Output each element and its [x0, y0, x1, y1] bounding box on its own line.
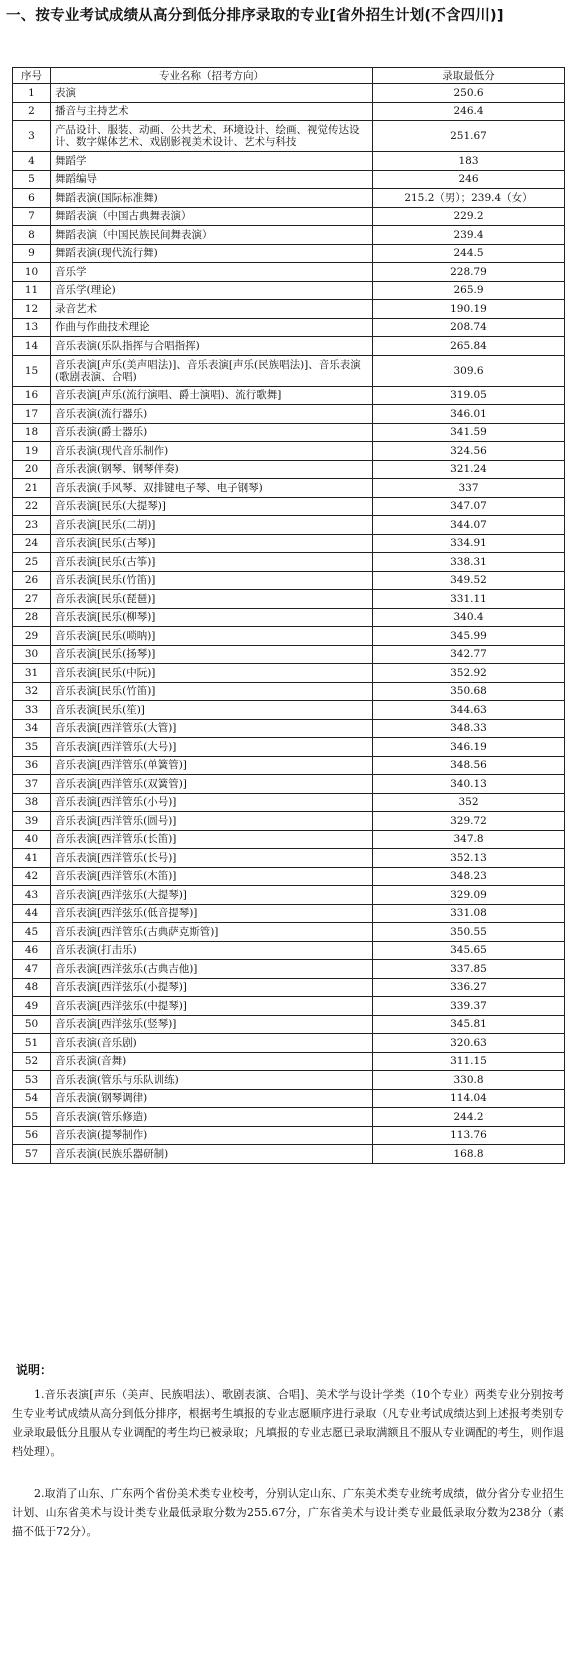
row-min-score: 345.65	[373, 941, 565, 960]
row-major: 音乐表演[民乐(古筝)]	[51, 553, 373, 572]
table-row	[13, 84, 565, 103]
row-min-score: 309.6	[373, 355, 565, 386]
row-min-score: 246.4	[373, 102, 565, 121]
row-min-score: 339.37	[373, 997, 565, 1016]
row-index: 17	[13, 405, 51, 424]
row-index: 16	[13, 386, 51, 405]
row-major: 音乐表演(管乐与乐队训练)	[51, 1071, 373, 1090]
table-row	[13, 793, 565, 812]
row-index: 12	[13, 300, 51, 319]
row-index: 32	[13, 682, 51, 701]
row-index: 9	[13, 244, 51, 263]
row-index: 38	[13, 793, 51, 812]
row-index: 13	[13, 318, 51, 337]
row-index: 49	[13, 997, 51, 1016]
table-row	[13, 318, 565, 337]
row-min-score: 215.2（男）；239.4（女）	[373, 189, 565, 208]
row-major: 音乐表演[西洋弦乐(竖琴)]	[51, 1015, 373, 1034]
row-min-score: 250.6	[373, 84, 565, 103]
row-major: 音乐表演[西洋管乐(大管)]	[51, 719, 373, 738]
row-min-score: 331.08	[373, 904, 565, 923]
row-major: 录音艺术	[51, 300, 373, 319]
row-major: 舞蹈学	[51, 152, 373, 171]
row-index: 25	[13, 553, 51, 572]
table-row	[13, 812, 565, 831]
row-index: 48	[13, 978, 51, 997]
notes-title: 说明：	[16, 1363, 53, 1377]
row-major: 音乐表演[民乐(二胡)]	[51, 516, 373, 535]
table-row	[13, 1089, 565, 1108]
table-row	[13, 300, 565, 319]
row-min-score: 337.85	[373, 960, 565, 979]
row-min-score: 340.13	[373, 775, 565, 794]
row-index: 40	[13, 830, 51, 849]
table-row	[13, 941, 565, 960]
row-min-score: 208.74	[373, 318, 565, 337]
row-index: 20	[13, 460, 51, 479]
row-index: 10	[13, 263, 51, 282]
row-index: 4	[13, 152, 51, 171]
row-min-score: 340.4	[373, 608, 565, 627]
admission-score-table	[12, 67, 565, 1164]
row-major: 音乐表演(音舞)	[51, 1052, 373, 1071]
row-major: 音乐表演[西洋管乐(圆号)]	[51, 812, 373, 831]
row-index: 19	[13, 442, 51, 461]
row-major: 作曲与作曲技术理论	[51, 318, 373, 337]
row-index: 3	[13, 121, 51, 152]
table-row	[13, 516, 565, 535]
row-min-score: 346.19	[373, 738, 565, 757]
table-row	[13, 867, 565, 886]
row-index: 8	[13, 226, 51, 245]
row-major: 音乐表演(钢琴调律)	[51, 1089, 373, 1108]
row-min-score: 345.99	[373, 627, 565, 646]
row-major: 音乐表演[民乐(竹笛)]	[51, 682, 373, 701]
table-row	[13, 355, 565, 386]
row-major: 音乐表演(民族乐器研制)	[51, 1145, 373, 1164]
table-row	[13, 189, 565, 208]
table-row	[13, 553, 565, 572]
row-min-score: 183	[373, 152, 565, 171]
table-row	[13, 1052, 565, 1071]
table-row	[13, 534, 565, 553]
row-min-score: 311.15	[373, 1052, 565, 1071]
row-index: 5	[13, 170, 51, 189]
row-index: 36	[13, 756, 51, 775]
table-row	[13, 1034, 565, 1053]
row-index: 28	[13, 608, 51, 627]
row-major: 音乐学(理论)	[51, 281, 373, 300]
row-index: 33	[13, 701, 51, 720]
row-min-score: 113.76	[373, 1126, 565, 1145]
table-row	[13, 608, 565, 627]
row-major: 音乐表演[西洋管乐(木笛)]	[51, 867, 373, 886]
row-major: 音乐表演(提琴制作)	[51, 1126, 373, 1145]
row-index: 11	[13, 281, 51, 300]
note-2-text: 2.取消了山东、广东两个省份美术类专业校考，分别认定山东、广东美术类专业统考成绩，做分省分专业招生计划、山东省美术与设计类专业最低录取分数为255.67分，广东省美术与设计类专业最低录取分数为238分（素描不低于72分）。	[12, 1487, 564, 1538]
row-major: 音乐表演[民乐(中阮)]	[51, 664, 373, 683]
row-index: 43	[13, 886, 51, 905]
row-index: 1	[13, 84, 51, 103]
row-index: 39	[13, 812, 51, 831]
row-major: 音乐表演[民乐(唢呐)]	[51, 627, 373, 646]
row-min-score: 346.01	[373, 405, 565, 424]
row-index: 31	[13, 664, 51, 683]
row-index: 52	[13, 1052, 51, 1071]
table-row	[13, 1015, 565, 1034]
table-row	[13, 775, 565, 794]
row-index: 24	[13, 534, 51, 553]
table-row	[13, 756, 565, 775]
table-row	[13, 923, 565, 942]
table-row	[13, 590, 565, 609]
table-row	[13, 664, 565, 683]
row-index: 34	[13, 719, 51, 738]
row-major: 舞蹈表演（中国民族民间舞表演）	[51, 226, 373, 245]
row-min-score: 347.07	[373, 497, 565, 516]
table-row	[13, 682, 565, 701]
table-row	[13, 207, 565, 226]
table-row	[13, 1145, 565, 1164]
table-row	[13, 460, 565, 479]
row-index: 37	[13, 775, 51, 794]
table-row	[13, 1071, 565, 1090]
row-min-score: 352	[373, 793, 565, 812]
table-row	[13, 571, 565, 590]
table-row	[13, 386, 565, 405]
row-index: 57	[13, 1145, 51, 1164]
row-index: 47	[13, 960, 51, 979]
row-min-score: 334.91	[373, 534, 565, 553]
row-major: 音乐表演(音乐剧)	[51, 1034, 373, 1053]
row-min-score: 265.84	[373, 337, 565, 356]
row-major: 音乐表演[民乐(琵琶)]	[51, 590, 373, 609]
row-index: 21	[13, 479, 51, 498]
row-major: 音乐表演(打击乐)	[51, 941, 373, 960]
row-min-score: 319.05	[373, 386, 565, 405]
table-row	[13, 1108, 565, 1127]
row-index: 29	[13, 627, 51, 646]
row-index: 50	[13, 1015, 51, 1034]
row-min-score: 228.79	[373, 263, 565, 282]
row-major: 音乐表演(管乐修造)	[51, 1108, 373, 1127]
row-index: 56	[13, 1126, 51, 1145]
row-index: 53	[13, 1071, 51, 1090]
row-major: 音乐表演[民乐(扬琴)]	[51, 645, 373, 664]
row-index: 18	[13, 423, 51, 442]
row-min-score: 265.9	[373, 281, 565, 300]
row-min-score: 329.09	[373, 886, 565, 905]
row-major: 音乐表演[民乐(柳琴)]	[51, 608, 373, 627]
row-index: 46	[13, 941, 51, 960]
row-min-score: 350.55	[373, 923, 565, 942]
row-major: 音乐表演[西洋弦乐(低音提琴)]	[51, 904, 373, 923]
row-min-score: 352.92	[373, 664, 565, 683]
note-2	[12, 1484, 564, 1541]
table-row	[13, 226, 565, 245]
row-min-score: 244.5	[373, 244, 565, 263]
header-major: 专业名称（招考方向）	[51, 68, 373, 84]
table-row	[13, 701, 565, 720]
row-min-score: 244.2	[373, 1108, 565, 1127]
row-major: 音乐表演[民乐(笙)]	[51, 701, 373, 720]
row-min-score: 344.63	[373, 701, 565, 720]
row-min-score: 348.23	[373, 867, 565, 886]
table-row	[13, 244, 565, 263]
row-index: 30	[13, 645, 51, 664]
table-row	[13, 121, 565, 152]
row-major: 音乐表演[西洋管乐(长笛)]	[51, 830, 373, 849]
row-major: 音乐表演[西洋弦乐(古典吉他)]	[51, 960, 373, 979]
table-row	[13, 830, 565, 849]
row-major: 音乐学	[51, 263, 373, 282]
row-major: 舞蹈表演（中国古典舞表演）	[51, 207, 373, 226]
row-major: 音乐表演(现代音乐制作)	[51, 442, 373, 461]
section-title: 一、按专业考试成绩从高分到低分排序录取的专业[省外招生计划(不含四川)]	[6, 8, 504, 24]
row-major: 音乐表演(手风琴、双排键电子琴、电子钢琴)	[51, 479, 373, 498]
table-header-row	[13, 68, 565, 84]
row-major: 音乐表演[民乐(竹笛)]	[51, 571, 373, 590]
row-min-score: 345.81	[373, 1015, 565, 1034]
row-major: 音乐表演[声乐(美声唱法)]、音乐表演[声乐(民族唱法)]、音乐表演(歌剧表演、合唱)	[51, 355, 373, 386]
table-row	[13, 423, 565, 442]
header-min-score: 录取最低分	[373, 68, 565, 84]
row-min-score: 337	[373, 479, 565, 498]
table-row	[13, 849, 565, 868]
row-min-score: 320.63	[373, 1034, 565, 1053]
row-index: 23	[13, 516, 51, 535]
row-major: 音乐表演[西洋弦乐(中提琴)]	[51, 997, 373, 1016]
row-min-score: 341.59	[373, 423, 565, 442]
row-major: 舞蹈编导	[51, 170, 373, 189]
row-major: 舞蹈表演(国际标准舞)	[51, 189, 373, 208]
row-index: 54	[13, 1089, 51, 1108]
row-major: 音乐表演(乐队指挥与合唱指挥)	[51, 337, 373, 356]
header-index: 序号	[13, 68, 51, 84]
row-major: 音乐表演[西洋管乐(大号)]	[51, 738, 373, 757]
row-major: 舞蹈表演(现代流行舞)	[51, 244, 373, 263]
row-index: 42	[13, 867, 51, 886]
row-index: 14	[13, 337, 51, 356]
row-min-score: 239.4	[373, 226, 565, 245]
row-index: 26	[13, 571, 51, 590]
row-min-score: 350.68	[373, 682, 565, 701]
row-major: 音乐表演[西洋管乐(古典萨克斯管)]	[51, 923, 373, 942]
table-row	[13, 152, 565, 171]
row-major: 产品设计、服装、动画、公共艺术、环境设计、绘画、视觉传达设计、数字媒体艺术、戏剧影视美术设计、艺术与科技	[51, 121, 373, 152]
table-row	[13, 997, 565, 1016]
table-row	[13, 886, 565, 905]
row-min-score: 321.24	[373, 460, 565, 479]
row-index: 2	[13, 102, 51, 121]
row-major: 音乐表演(爵士器乐)	[51, 423, 373, 442]
note-1	[12, 1385, 564, 1461]
row-major: 音乐表演[西洋管乐(单簧管)]	[51, 756, 373, 775]
row-major: 音乐表演(流行器乐)	[51, 405, 373, 424]
row-major: 播音与主持艺术	[51, 102, 373, 121]
table-row	[13, 719, 565, 738]
row-index: 6	[13, 189, 51, 208]
row-major: 音乐表演(钢琴、钢琴伴奏)	[51, 460, 373, 479]
row-min-score: 348.33	[373, 719, 565, 738]
row-min-score: 336.27	[373, 978, 565, 997]
row-min-score: 324.56	[373, 442, 565, 461]
table-row	[13, 1126, 565, 1145]
row-min-score: 348.56	[373, 756, 565, 775]
table-row	[13, 281, 565, 300]
row-min-score: 331.11	[373, 590, 565, 609]
row-min-score: 347.8	[373, 830, 565, 849]
table-row	[13, 170, 565, 189]
table-row	[13, 738, 565, 757]
table-row	[13, 497, 565, 516]
table-row	[13, 960, 565, 979]
row-min-score: 168.8	[373, 1145, 565, 1164]
row-index: 27	[13, 590, 51, 609]
table-row	[13, 645, 565, 664]
row-min-score: 330.8	[373, 1071, 565, 1090]
row-major: 音乐表演[西洋管乐(长号)]	[51, 849, 373, 868]
row-min-score: 342.77	[373, 645, 565, 664]
row-min-score: 349.52	[373, 571, 565, 590]
row-major: 音乐表演[西洋弦乐(大提琴)]	[51, 886, 373, 905]
row-index: 41	[13, 849, 51, 868]
row-index: 35	[13, 738, 51, 757]
row-major: 音乐表演[声乐(流行演唱、爵士演唱)、流行歌舞]	[51, 386, 373, 405]
row-min-score: 344.07	[373, 516, 565, 535]
row-min-score: 229.2	[373, 207, 565, 226]
table-row	[13, 405, 565, 424]
row-min-score: 246	[373, 170, 565, 189]
table-row	[13, 442, 565, 461]
row-index: 55	[13, 1108, 51, 1127]
row-min-score: 190.19	[373, 300, 565, 319]
row-min-score: 114.04	[373, 1089, 565, 1108]
row-index: 45	[13, 923, 51, 942]
table-row	[13, 978, 565, 997]
row-index: 22	[13, 497, 51, 516]
table-row	[13, 627, 565, 646]
row-major: 音乐表演[西洋弦乐(小提琴)]	[51, 978, 373, 997]
row-major: 音乐表演[民乐(大提琴)]	[51, 497, 373, 516]
row-min-score: 338.31	[373, 553, 565, 572]
table-row	[13, 337, 565, 356]
row-min-score: 251.67	[373, 121, 565, 152]
row-index: 44	[13, 904, 51, 923]
table-body	[13, 84, 565, 1164]
row-major: 表演	[51, 84, 373, 103]
row-major: 音乐表演[西洋管乐(小号)]	[51, 793, 373, 812]
row-min-score: 329.72	[373, 812, 565, 831]
row-min-score: 352.13	[373, 849, 565, 868]
table-row	[13, 904, 565, 923]
row-index: 15	[13, 355, 51, 386]
table-row	[13, 263, 565, 282]
note-1-text: 1.音乐表演[声乐（美声、民族唱法）、歌剧表演、合唱]、美术学与设计学类（10个专业）两类专业分别按考生专业考试成绩从高分到低分排序，根据考生填报的专业志愿顺序进行录取（凡专业考试成绩达到上述报考类别专业录取最低分且服从专业调配的考生均已被录取；凡填报的专业志愿已录取满额且不服从专业调配的考生，则作退档处理）。	[12, 1388, 564, 1458]
table-row	[13, 479, 565, 498]
row-major: 音乐表演[民乐(古琴)]	[51, 534, 373, 553]
table-row	[13, 102, 565, 121]
row-major: 音乐表演[西洋管乐(双簧管)]	[51, 775, 373, 794]
row-index: 51	[13, 1034, 51, 1053]
row-index: 7	[13, 207, 51, 226]
